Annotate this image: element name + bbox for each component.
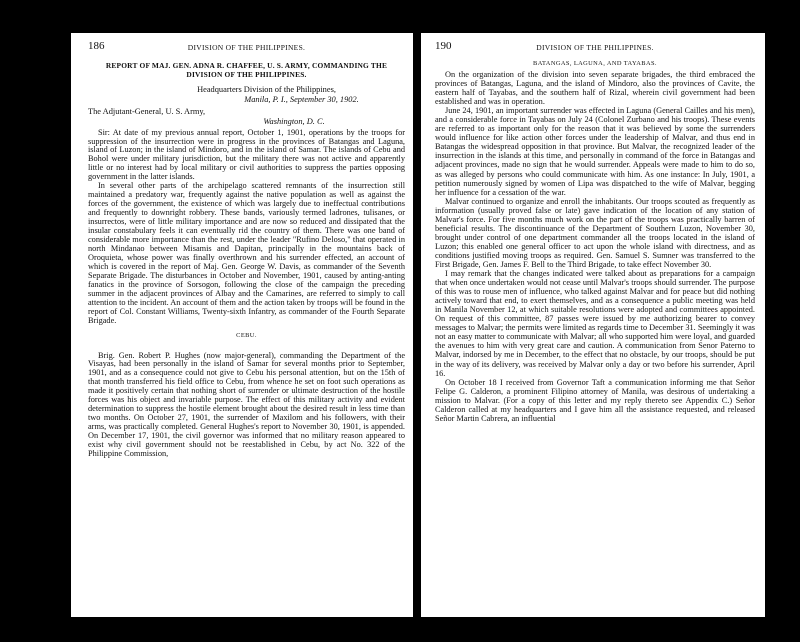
paragraph: I may remark that the changes indicated were talked about as preparations for a campaign that when once undertaken would not cease until Malvar's troops should surrender. The purpose of this was to rouse men of influence, who talked against Malvar and for peace but did nothing actively toward that end, to exert themselves, and as a consequence a public meeting was held in Manila November 12, at which suitable resolutions were adopted and committees appointed. On request of this committee, 87 passes were issued by me authorizing bearer to convey messages to Malvar; the permits were limited as regards time to December 31. Seemingly it was not an easy matter to communicate with Malvar; all who supported him were loyal, and guarded the avenues to him with very great care and caution. A communication from Senor Paterno to Malvar, indorsed by me in December, to the effect that no obstacle, by our troops, should be put in the way of its delivery, was received by Malvar only a day or two before his surrender, April 16.	[435, 269, 755, 378]
left-page	[71, 33, 413, 617]
paragraph: Sir: At date of my previous annual report, October 1, 1901, operations by the troops for suppression of the insurrection were in progress in the provinces of Batangas and Laguna, island of Luzon; in the island of Mindoro, and in the island of Samar. The islands of Cebu and Bohol were under military jurisdiction, but the military there was not active and apparently little or no interest had by local military or civil authorities to suppress the parties opposing government in the latter islands.	[88, 127, 405, 182]
paragraph: In several other parts of the archipelago scattered remnants of the insurrection still maintained a predatory war, frequently against the native population as well as against the forces of the government, the existence of which was largely due to ineffectual contributions and frequently to downright robbery. These bands, variously termed ladrones, tulisanes, or insurrectos, were of little military importance and are now so reduced and dissipated that the insular constabulary feels it can eventually rid the country of them. There was one band of considerable more importance than the rest, under the leader "Rufino Deloso," that operated in north Mindanao between Misamis and Dapitan, principally in the mountains back of Oroquieta, whose power was finally overthrown and his surrender effected, an account of which is covered in the report of Maj. Gen. George W. Davis, as commander of the Seventh Separate Brigade. The disturbances in October and November, 1901, caused by anting-anting fanatics in the province of Sorsogon, following the close of the campaign the preceding summer in the adjacent provinces of Albay and the Camarines, are referred to simply to call attention to the incident. An account of them and the action taken by troops will be found in the report of Col. Constant Williams, Twenty-sixth Infantry, as commander of the Fourth Separate Brigade.	[88, 181, 405, 325]
report-title: REPORT OF MAJ. GEN. ADNA R. CHAFFEE, U. S. ARMY, COMMANDING THE DIVISION OF THE PHILIPPINES.	[105, 61, 388, 79]
addressee-place: Washington, D. C.	[263, 116, 325, 126]
paragraph: Brig. Gen. Robert P. Hughes (now major-general), commanding the Department of the Visayas, had been personally in the island of Samar for several months prior to September, 1901, and as a consequence could not give to Cebu his personal attention, but on the 15th of that month transferred his field office to Cebu, from whence he set on foot such operations as made it positively certain that nothing short of surrender or ultimate destruction of the hostile forces was his object and invariable purpose. The effect of this military activity and evident determination to suppress the hostile element brought about the desired result in less time than two months. On October 27, 1901, the surrender of Maxilom and his followers, with their arms, was practically completed. General Hughes's report to November 30, 1901, is appended. On December 17, 1901, the civil governor was informed that no military reason appeared to exist why civil government should not be reestablished in Cebu, by act No. 322 of the Philippine Commission,	[88, 350, 405, 459]
hq-line-1: Headquarters Division of the Philippines,	[197, 85, 336, 95]
section-heading: CEBU.	[236, 331, 257, 339]
left-page-content	[88, 40, 405, 617]
page-number: 190	[435, 40, 452, 52]
section-heading: BATANGAS, LAGUNA, AND TAYABAS.	[533, 60, 657, 67]
hq-line-2: Manila, P. I., September 30, 1902.	[244, 94, 359, 104]
right-page-content	[435, 40, 755, 617]
paragraph: On October 18 I received from Governor Taft a communication informing me that Señor Felipe G. Calderon, a prominent Filipino attorney of Manila, was desirous of undertaking a mission to Malvar. (For a copy of this letter and my reply thereto see Appendix C.) Señor Calderon called at my headquarters and I gave him all the assistance requested, and released Señor Martin Cabrera, an influential	[435, 377, 755, 423]
paragraph: On the organization of the division into seven separate brigades, the third embraced the provinces of Batangas, Laguna, and the island of Mindoro, also the provinces of Cavite, the eastern half of Tayabas, and the southern half of Rizal, wherein civil government had been established and was in operation.	[435, 70, 755, 107]
left-page-header	[88, 40, 405, 58]
running-head: DIVISION OF THE PHILIPPINES.	[187, 43, 306, 52]
running-head: DIVISION OF THE PHILIPPINES.	[536, 43, 654, 52]
right-page	[421, 33, 765, 617]
addressee: The Adjutant-General, U. S. Army,	[88, 107, 206, 117]
paragraph: Malvar continued to organize and enroll the inhabitants. Our troops scouted as frequently as information (usually proved false or late) gave indication of the location of any station of Malvar's force. For five months much work on the part of the troops was practically barren of beneficial results. The discontinuance of the Department of Southern Luzon, November 30, brought under control of one department commander all the troops located in the island of Luzon; this enabled one general officer to act upon the whole island with directness, and as conditions justified moving troops as required. Gen. Samuel S. Sumner was transferred to the First Brigade, Gen. James F. Bell to the Third Brigade, to take effect November 30.	[435, 196, 755, 269]
headquarters-line	[88, 85, 405, 104]
paragraph: June 24, 1901, an important surrender was effected in Laguna (General Cailles and his men), and a considerable force in Tayabas on July 24 (Colonel Zurbano and his troops). These events are referred to as important only for the reason that it was believed by some the surrenders would influence for like action other forces under the leadership of Malvar, and thus end in Batangas the widespread opposition in that province. But Malvar, the recognized leader of the insurrection in the islands at this time, and personally in command of the force in Batangas and adjacent provinces, made no sign that he would surrender. Appeals were made to him to do so, as was alleged by persons who could communicate with him. As one instance: In July, 1901, a petition numerously signed by women of Lipa was dispatched to the wife of Malvar, begging her influence for a cessation of the war.	[435, 106, 755, 197]
page-number: 186	[88, 40, 105, 52]
right-page-header	[435, 40, 755, 58]
